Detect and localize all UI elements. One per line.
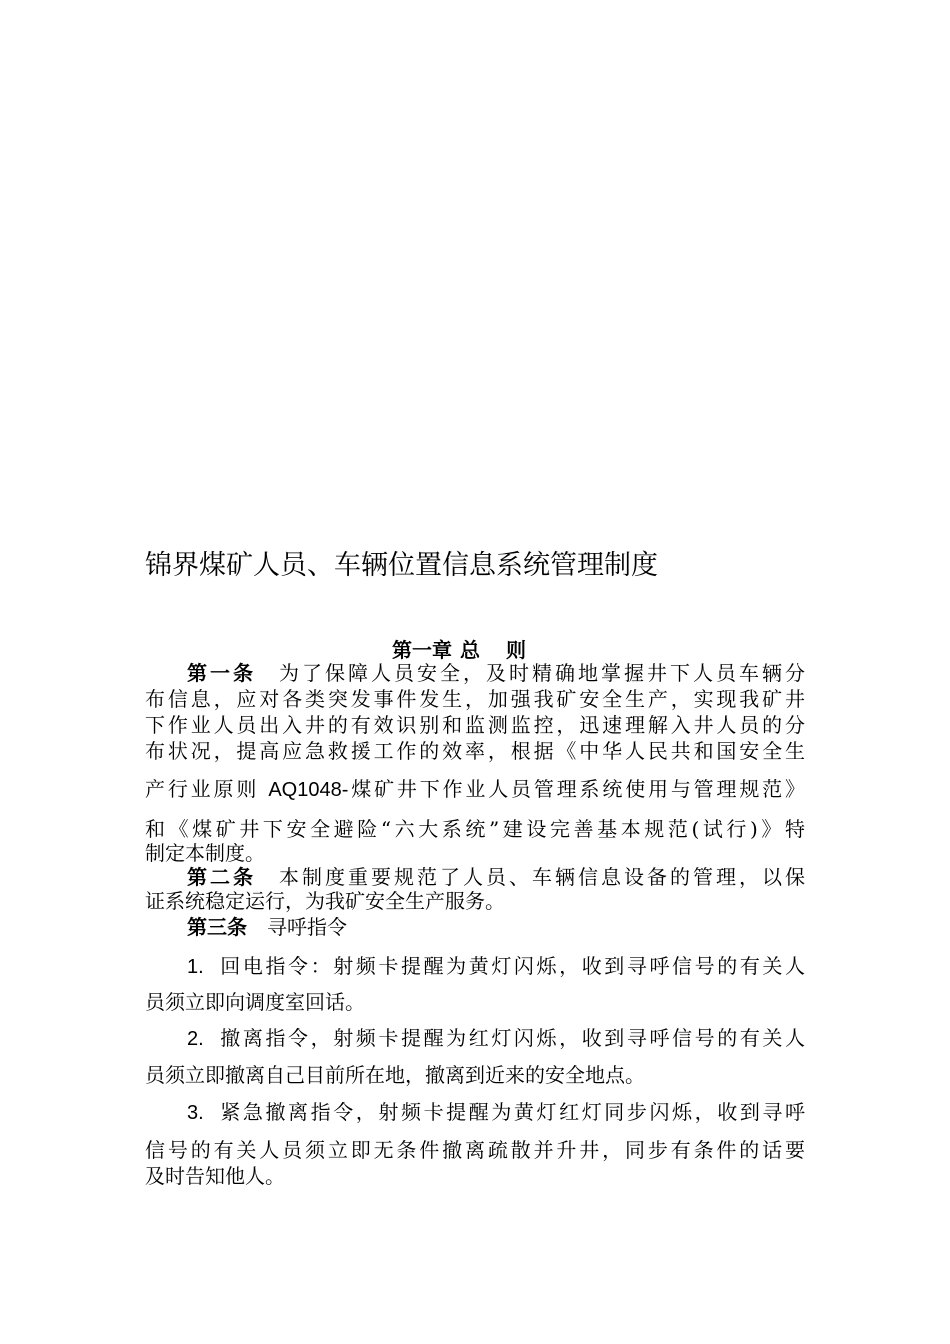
item2-number: 2. (187, 1028, 204, 1050)
article2-text-1: 本制度重要规范了人员、车辆信息设备的管理，以保 (276, 865, 805, 889)
item3-line-2: 信号的有关人员须立即无条件撤离疏散并升井，同步有条件的话要 (145, 1138, 805, 1162)
item3-number: 3. (187, 1102, 204, 1124)
article1-text-1: 为了保障人员安全，及时精确地掌握井下人员车辆分 (276, 661, 805, 685)
article1-line5-post: 煤矿井下作业人员管理系统使用与管理规范》 (348, 777, 805, 801)
document-title: 锦界煤矿人员、车辆位置信息系统管理制度 (145, 550, 658, 581)
article2-line-1 (187, 864, 805, 890)
article1-line-3: 下作业人员出入井的有效识别和监测监控，迅速理解入井人员的分 (145, 713, 805, 737)
item3-text-1: 紧急撤离指令，射频卡提醒为黄灯红灯同步闪烁，收到寻呼 (217, 1100, 805, 1124)
standard-code: AQ1048- (268, 779, 349, 801)
item2-line-2: 员须立即撤离自己目前所在地，撤离到近来的安全地点。 (145, 1063, 645, 1087)
item2-text-1: 撤离指令，射频卡提醒为红灯闪烁，收到寻呼信号的有关人 (217, 1026, 805, 1050)
article1-line-7: 制定本制度。 (145, 841, 265, 865)
item1-line-1 (187, 953, 805, 980)
article3-text: 寻呼指令 (267, 915, 347, 939)
chapter-title-char-2: 则 (506, 638, 526, 662)
article1-line5-pre: 产行业原则 (145, 777, 269, 801)
item1-line-2: 员须立即向调度室回话。 (145, 990, 365, 1014)
item1-text-1: 回电指令：射频卡提醒为黄灯闪烁，收到寻呼信号的有关人 (217, 954, 805, 978)
item3-line-3: 及时告知他人。 (145, 1164, 285, 1188)
article2-label: 第二条 (187, 865, 256, 889)
article1-line-6: 和《煤矿井下安全避险“六大系统”建设完善基本规范(试行)》特 (145, 817, 805, 841)
chapter-title-char-1: 总 (460, 638, 480, 662)
article3-label: 第三条 (187, 915, 247, 939)
article1-line-1 (187, 660, 805, 686)
article1-line-4: 布状况，提高应急救援工作的效率，根据《中华人民共和国安全生 (145, 739, 805, 763)
chapter-number: 第一章 (392, 638, 452, 662)
item3-line-1 (187, 1099, 805, 1126)
article1-line-2: 布信息，应对各类突发事件发生，加强我矿安全生产，实现我矿井 (145, 687, 805, 711)
article1-label: 第一条 (187, 661, 256, 685)
item2-line-1 (187, 1025, 805, 1052)
article2-line-2: 证系统稳定运行，为我矿安全生产服务。 (145, 889, 505, 913)
item1-number: 1. (187, 956, 204, 978)
article1-line-5 (145, 776, 805, 803)
article3-line (187, 914, 805, 940)
